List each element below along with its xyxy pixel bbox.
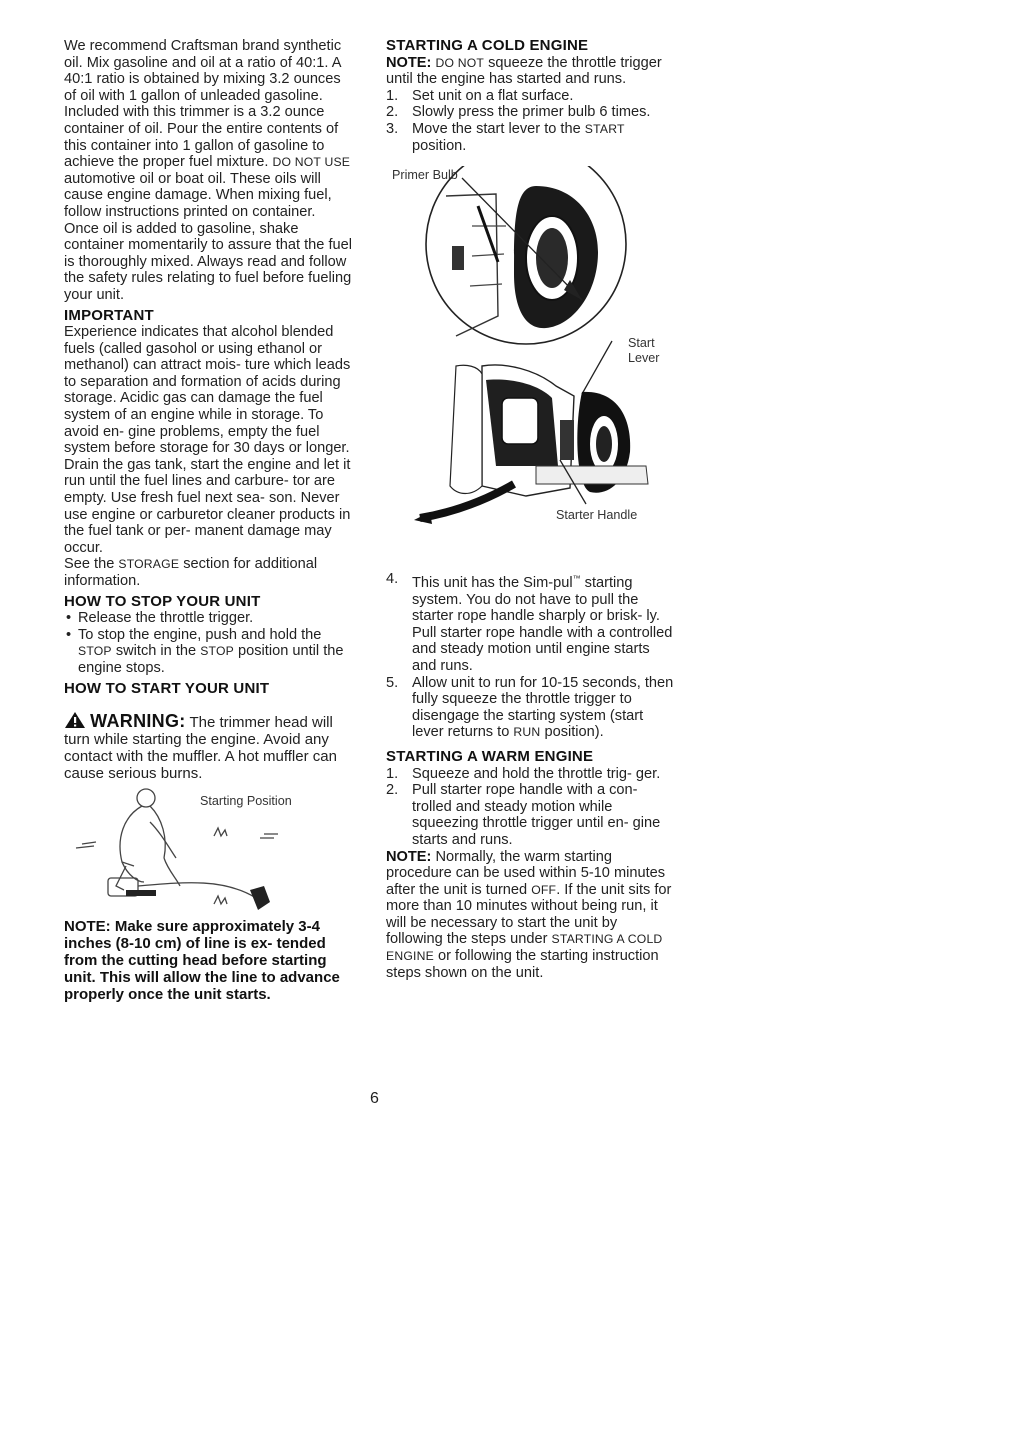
warm-engine-steps	[386, 766, 678, 849]
warm-engine-heading: STARTING A WARM ENGINE	[386, 747, 594, 765]
storage-reference: See the STORAGE section for additional information.	[64, 556, 318, 589]
left-column	[64, 38, 354, 1003]
fuel-mix-paragraph: We recommend Craftsman brand synthetic oil. Mix gasoline and oil at a ratio of 40:1. A 40:1 ratio is obtained by mixing 3.2 ounces of oil with 1 gallon of unleaded gasoline. Included with this trimmer is a 3.2 ounce container of oil. Pour the entire contents of this container into 1 gallon of gasoline to achieve the proper fuel mixture. DO NOT USE automotive oil or boat oil. These oils will cause engine damage. When mixing fuel, follow instructions printed on container. Once oil is added to gasoline, shake container momentarily to assure that the fuel is thoroughly mixed. Always read and follow the safety rules relating to fuel before fueling your unit.	[64, 38, 352, 303]
page-number: 6	[370, 1090, 379, 1107]
cold-engine-note: NOTE: DO NOT squeeze the throttle trigger until the engine has started and runs.	[386, 54, 662, 88]
start-lever-label-2: Lever	[628, 351, 660, 366]
warning-triangle-icon	[64, 711, 86, 729]
starting-position-caption: Starting Position	[200, 794, 292, 809]
right-column	[386, 38, 678, 981]
line-length-note: NOTE: Make sure approximately 3-4 inches (8-10 cm) of line is ex- tended from the cutting head before starting unit. This will allow the line to advance properly once the unit starts.	[64, 918, 340, 1004]
list-item: 2. Pull starter rope handle with a con- trolled and steady motion while squeezing throttle trigger until en- gine starts and runs.	[386, 782, 661, 848]
list-item: • To stop the engine, push and hold the STOP switch in the STOP position until the engine stops.	[64, 627, 354, 677]
important-heading: IMPORTANT	[64, 306, 154, 324]
list-item: 5. Allow unit to run for 10-15 seconds, then fully squeeze the throttle trigger to disengage the starting system (start lever returns to RUN position).	[386, 674, 674, 741]
start-unit-heading: HOW TO START YOUR UNIT	[64, 679, 270, 697]
list-item: 1. Set unit on a flat surface.	[386, 87, 574, 104]
cold-engine-steps	[386, 88, 678, 154]
engine-controls-figure	[386, 166, 678, 571]
warning-label: WARNING:	[90, 711, 186, 732]
stop-unit-list	[64, 610, 354, 676]
list-item: 1. Squeeze and hold the throttle trig- ger.	[386, 765, 661, 782]
important-paragraph: Experience indicates that alcohol blended fuels (called gasohol or using ethanol or methanol) can attract mois- ture which leads to separation and formation of acids during storage. Acidic gas can damage the fuel system of an engine while in storage. To avoid en- gine problems, empty the fuel system before storage for 30 days or longer. Drain the gas tank, start the engine and let it run until the fuel lines and carbure- tor are empty. Use fresh fuel next sea- son. Never use engine or carburetor cleaner products in the fuel tank or per- manent damage may occur.	[64, 324, 351, 556]
list-item: 2. Slowly press the primer bulb 6 times.	[386, 104, 651, 121]
warm-engine-note: NOTE: Normally, the warm starting procedure can be used within 5-10 minutes after the unit is turned OFF. If the unit sits for more than 10 minutes without being run, it will be necessary to start the unit by following the steps under STARTING A COLD ENGINE or following the starting instruction steps shown on the unit.	[386, 848, 672, 981]
start-lever-label-1: Start	[628, 336, 655, 351]
start-steps-continued	[386, 571, 678, 741]
stop-unit-heading: HOW TO STOP YOUR UNIT	[64, 592, 261, 610]
cold-engine-heading: STARTING A COLD ENGINE	[386, 37, 589, 54]
starting-position-figure	[64, 786, 354, 918]
starter-handle-label: Starter Handle	[556, 508, 638, 523]
list-item: • Release the throttle trigger.	[64, 610, 354, 627]
list-item: 3. Move the start lever to the START position.	[386, 120, 625, 154]
warning-paragraph: WARNING: The trimmer head will turn while starting the engine. Avoid any contact with the muffler. A hot muffler can cause serious burns.	[64, 711, 337, 783]
list-item: 4. This unit has the Sim-pul™ starting system. You do not have to pull the starter rope handle sharply or brisk- ly. Pull starter rope handle with a controlled and steady motion until engine starts and runs.	[386, 571, 673, 674]
primer-bulb-label: Primer Bulb	[392, 168, 458, 183]
